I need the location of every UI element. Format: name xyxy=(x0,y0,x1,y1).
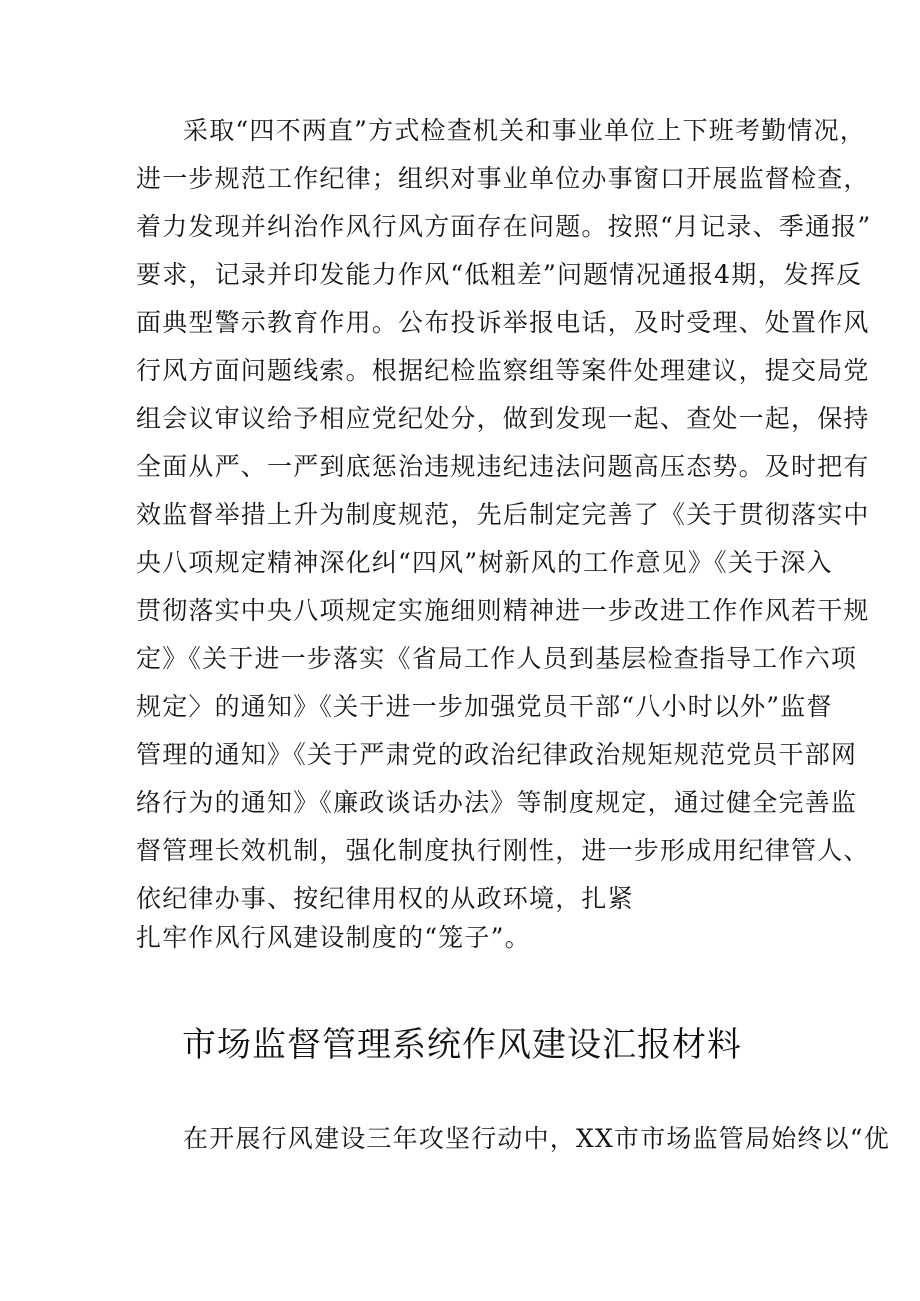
paragraph-line: 效监督举措上升为制度规范，先后制定完善了《关于贯彻落实中 xyxy=(136,500,870,529)
paragraph-line: 着力发现并纠治作风行风方面存在问题。按照“月记录、季通报” xyxy=(136,212,872,241)
paragraph-line: 进一步规范工作纪律；组织对事业单位办事窗口开展监督检查， xyxy=(136,164,870,193)
paragraph-line: 定》《关于进一步落实《省局工作人员到基层检查指导工作六项 xyxy=(136,644,858,673)
paragraph-line: 管理的通知》《关于严肃党的政治纪律政治规矩规范党员干部网 xyxy=(136,740,858,769)
paragraph-line: 督管理长效机制，强化制度执行刚性，进一步形成用纪律管人、 xyxy=(136,836,870,865)
paragraph-line: 全面从严、一严到底惩治违规违纪违法问题高压态势。及时把有 xyxy=(136,452,870,481)
paragraph-line: 面典型警示教育作用。公布投诉举报电话，及时受理、处置作风 xyxy=(136,308,870,337)
paragraph-line: 依纪律办事、按纪律用权的从政环境，扎紧 xyxy=(136,884,634,913)
paragraph-line: 络行为的通知》《廉政谈话办法》等制度规定，通过健全完善监 xyxy=(136,788,858,817)
paragraph-line: 央八项规定精神深化纠“四风”树新风的工作意见》《关于深入 xyxy=(136,548,833,577)
document-heading: 市场监督管理系统作风建设汇报材料 xyxy=(182,1025,742,1065)
paragraph-line: 规定〉的通知》《关于进一步加强党员干部“八小时以外”监督 xyxy=(136,692,833,721)
paragraph-line: 组会议审议给予相应党纪处分，做到发现一起、查处一起，保持 xyxy=(136,404,870,433)
paragraph-line: 要求，记录并印发能力作风“低粗差”问题情况通报4期，发挥反 xyxy=(136,260,863,289)
paragraph-line: 行风方面问题线索。根据纪检监察组等案件处理建议，提交局党 xyxy=(136,356,870,385)
paragraph-line: 在开展行风建设三年攻坚行动中，XX市市场监管局始终以“优 xyxy=(183,1124,890,1153)
paragraph-line: 采取“四不两直”方式检查机关和事业单位上下班考勤情况， xyxy=(183,116,866,145)
paragraph-line: 扎牢作风行风建设制度的“笼子”。 xyxy=(136,923,531,952)
paragraph-line: 贯彻落实中央八项规定实施细则精神进一步改进工作作风若干规 xyxy=(136,596,870,625)
